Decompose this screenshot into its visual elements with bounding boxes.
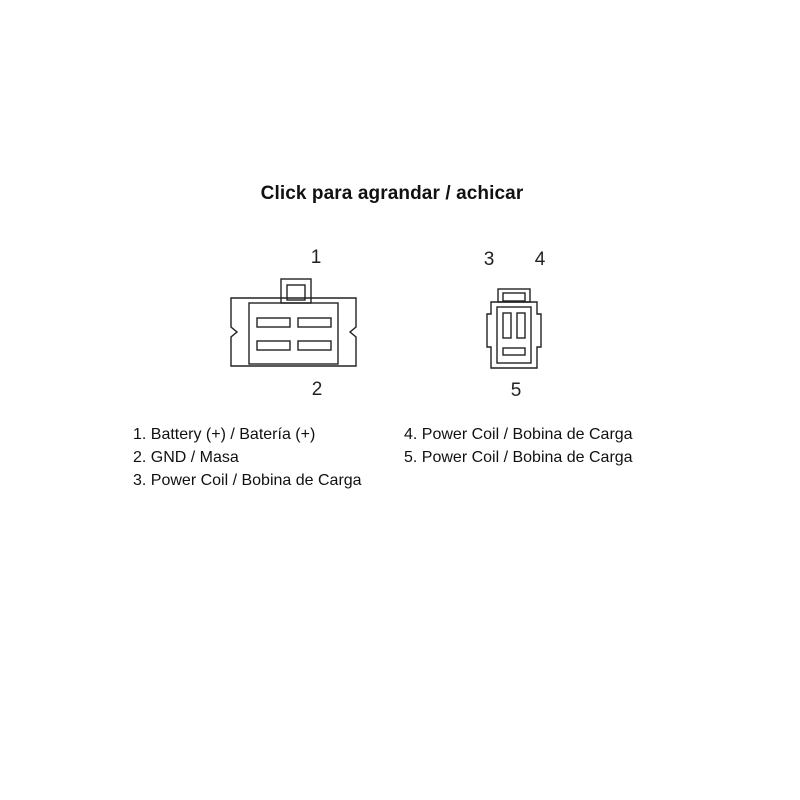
pin-label-4: 4 (534, 249, 546, 270)
connector-a-socket-2 (298, 318, 331, 327)
legend-item-4: 4. Power Coil / Bobina de Carga (404, 426, 633, 443)
connector-b-latch-inner (503, 293, 525, 301)
connector-b-housing (487, 302, 541, 368)
diagram-title[interactable]: Click para agrandar / achicar (260, 183, 524, 204)
legend-item-5: 5. Power Coil / Bobina de Carga (404, 449, 633, 466)
legend-item-1: 1. Battery (+) / Batería (+) (133, 426, 316, 443)
connector-a-housing (231, 298, 356, 366)
connector-a-socket-3 (257, 341, 290, 350)
pin-label-5: 5 (510, 380, 522, 401)
connector-b-socket-4 (517, 313, 525, 338)
pin-label-1: 1 (310, 247, 322, 268)
legend-left (133, 423, 362, 492)
connector-a-inner-frame (249, 303, 338, 364)
connector-a-socket-1 (257, 318, 290, 327)
pin-label-3: 3 (483, 249, 495, 270)
legend-right (404, 423, 633, 469)
connector-a (231, 279, 356, 366)
connector-b (487, 289, 541, 368)
connector-b-socket-3 (503, 313, 511, 338)
connector-a-socket-4 (298, 341, 331, 350)
legend-item-3: 3. Power Coil / Bobina de Carga (133, 472, 362, 489)
pin-label-2: 2 (311, 379, 323, 400)
legend-item-2: 2. GND / Masa (133, 449, 239, 466)
connector-b-socket-5 (503, 348, 525, 355)
